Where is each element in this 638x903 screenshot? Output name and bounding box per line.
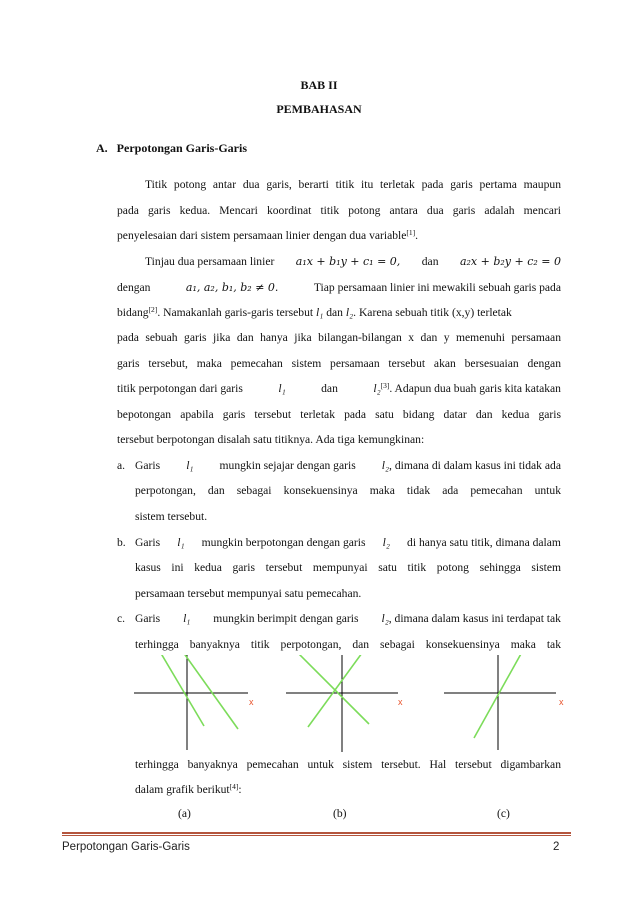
caption-a: (a) — [178, 807, 191, 820]
label-x: x — [559, 697, 564, 707]
line-l1 — [298, 655, 369, 724]
paragraph-line: pada sebuah garis jika dan hanya jika bilangan-bilangan x dan y memenuhi persamaan — [117, 331, 561, 344]
equation-1: a₁x + b₁y + c₁ = 0, — [295, 255, 401, 268]
caption-b: (b) — [333, 807, 347, 820]
list-item-line: perpotongan, dan sebagai konsekuensinya maka tidak ada pemecahan untuk — [135, 484, 561, 497]
list-item-line: persamaan tersebut mempunyai satu pemecahan. — [135, 587, 362, 600]
paragraph-line: tersebut berpotongan disalah satu titiknya. Ada tiga kemungkinan: — [117, 433, 425, 446]
line-l2 — [308, 655, 362, 727]
paragraph-line: titik perpotongan dari garis l₁ dan l₂[3]. Adapun dua buah garis kita katakan — [117, 381, 561, 395]
citation: [1] — [406, 228, 416, 237]
citation: [3] — [380, 381, 390, 390]
paragraph-line: penyelesaian dari sistem persamaan linier dengan dua variable[1]. — [117, 228, 419, 242]
section-heading — [96, 141, 247, 156]
equation-2: a₂x + b₂y + c₂ = 0 — [459, 255, 561, 268]
list-marker: a. — [117, 459, 126, 472]
paragraph-line: dalam grafik berikut[4]: — [135, 782, 242, 796]
section-title: Perpotongan Garis-Garis — [116, 141, 247, 155]
list-marker: c. — [117, 612, 126, 625]
graph-c — [444, 655, 564, 750]
paragraph-line: dengan a₁, a₂, b₁, b₂ ≠ 0. Tiap persamaan linier ini mewakili sebuah garis pada — [117, 281, 561, 294]
condition: a₁, a₂, b₁, b₂ ≠ 0. — [185, 281, 279, 294]
footer-title: Perpotongan Garis-Garis — [62, 841, 190, 853]
line-l1 — [159, 655, 204, 726]
list-marker: b. — [117, 536, 126, 549]
page-number: 2 — [553, 841, 560, 853]
list-item: Garis l₁ mungkin sejajar dengan garis l₂, dimana di dalam kasus ini tidak ada — [135, 459, 561, 472]
citation: [4] — [229, 782, 239, 791]
label-x: x — [249, 697, 254, 707]
paragraph-line: bepotongan apabila garis tersebut terletak pada satu bidang datar dan kedua garis — [117, 408, 561, 421]
list-item-line: kasus ini kedua garis tersebut mempunyai satu titik potong sehingga sistem — [135, 561, 561, 574]
chapter-number: BAB II — [300, 78, 338, 92]
list-item: Garis l₁ mungkin berimpit dengan garis l₂, dimana dalam kasus ini terdapat tak — [135, 612, 561, 625]
line-graphs — [0, 655, 638, 770]
paragraph-line: garis tersebut, maka pemecahan sistem persamaan tersebut akan bersesuaian dengan — [117, 357, 561, 370]
list-item-line: sistem tersebut. — [135, 510, 208, 523]
footer-rule — [62, 832, 571, 834]
list-item-line: terhingga banyaknya titik perpotongan, dan sebagai konsekuensinya maka tak — [135, 638, 561, 651]
paragraph-line: terhingga banyaknya pemecahan untuk sistem tersebut. Hal tersebut digambarkan — [135, 758, 561, 771]
paragraph-line: Tinjau dua persamaan linier a₁x + b₁y + c₁ = 0, dan a₂x + b₂y + c₂ = 0 — [145, 255, 561, 268]
chapter-title: PEMBAHASAN — [276, 102, 362, 116]
paragraph-line: bidang[2]. Namakanlah garis-garis tersebut l₁ dan l₂. Karena sebuah titik (x,y) terletak — [117, 305, 512, 319]
section-marker: A. — [96, 141, 108, 155]
footer-rule-thin — [62, 835, 571, 836]
label-x: x — [398, 697, 403, 707]
paragraph-line: Titik potong antar dua garis, berarti titik itu terletak pada garis pertama maupun — [145, 178, 561, 191]
graph-a — [134, 655, 254, 750]
graph-b — [286, 655, 403, 752]
list-item: Garis l₁ mungkin berpotongan dengan garis l₂ di hanya satu titik, dimana dalam — [135, 536, 561, 549]
paragraph-line: pada garis kedua. Mencari koordinat titik potong antara dua garis adalah mencari — [117, 204, 561, 217]
citation: [2] — [148, 305, 158, 314]
caption-c: (c) — [497, 807, 510, 820]
